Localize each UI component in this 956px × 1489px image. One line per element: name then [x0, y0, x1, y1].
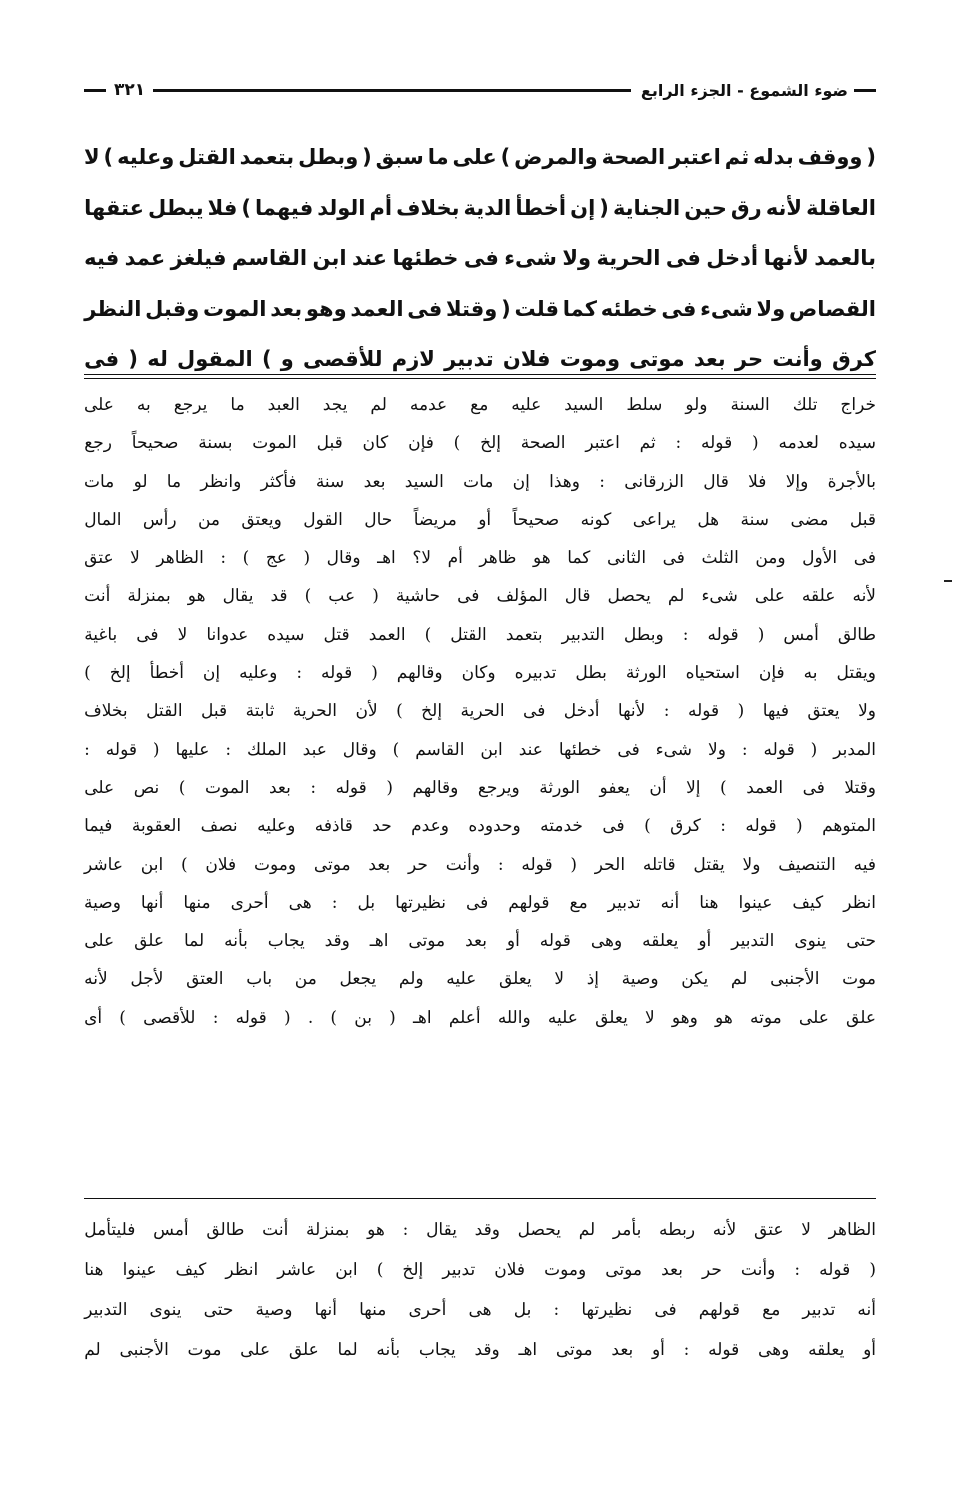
commentary-second-line: أنه تدبير مع قولهم فى نظيرتها : بل هى أحرى منها أنها وصية حتى ينوى التدبير	[84, 1300, 876, 1320]
commentary-first-line: سيده لعدمه ( قوله : ثم اعتبر الصحة إلخ ) فإن كان قبل الموت بسنة صحيحاً رجع	[84, 433, 876, 454]
header-rule	[153, 89, 631, 92]
commentary-first-line: خراج تلك السنة ولو سلط السيد عليه مع عدمه لم يجد العبد ما يرجع به على	[84, 395, 876, 415]
commentary-first-line: قبل مضى سنة هل يراعى كونه صحيحاً أو مريضاً حال القول ويعتق من رأس المال	[84, 509, 876, 530]
commentary-first-line: ولا يعتق فيها ( قوله : لأنها أدخل فى الحرية إلخ ) لأن الحرية ثابتة قبل القتل بخلاف	[84, 701, 876, 722]
commentary-first-line: المدبر ( قوله : ولا شىء فى خطئها عند ابن القاسم ) وقال عبد الملك : عليها ( قوله :	[84, 739, 876, 760]
page-number: ٣٢١	[114, 80, 146, 100]
commentary-first-line: لأنه علقه على شىء لم يحصل قال المؤلف فى حاشية ( عب ) قد يقال هو بمنزلة أنت	[84, 586, 876, 607]
commentary-first-line: موت الأجنبى لم يكن وصية إذ لا يعلق عليه ولم يجعل من باب العتق لأجل لأنه	[84, 969, 876, 990]
commentary-first-line: وقتلا فى العمد ) إلا أن يعفو الورثة ويرجع وقالهم ( قوله : بعد الموت ) نص على	[84, 777, 876, 798]
separator-rule-lower	[84, 1198, 876, 1199]
separator-rule	[84, 374, 876, 375]
header-dash-left	[84, 89, 106, 92]
book-title: ضوء الشموع - الجزء الرابع	[640, 80, 848, 100]
commentary-first-line: ويقتل به فإن استحياه الورثة بطل تدبيره وكان وقالهم ( قوله : وعليه إن أخطأ إلخ )	[84, 663, 876, 684]
commentary-first-line: طالق أمس ( قوله : وبطل التدبير بتعمد القتل ) العمد قتل سيده عدوانا لا فى باغية	[84, 624, 876, 645]
margin-mark	[944, 580, 952, 582]
commentary-first-line: علق على موته هو وهو لا يعلق عليه والله أعلم اهـ ( بن ) . ( قوله : للأقصى ) أى	[84, 1007, 876, 1028]
main-text-line: بالعمد لأنها أدخل فى الحرية ولا شىء فى خطئها عند ابن القاسم فيلغز عمد فيه	[84, 246, 876, 270]
main-text-line: العاقلة لأنه رق حين الجناية ( إن أخطأ الدية بخلاف أم الولد فيهما ) فلا يبطل عتقها	[84, 195, 876, 220]
main-text-line: كرق وأنت حر بعد موتى وموت فلان تدبير لازم للأقصى و ) المقول له ( فى	[84, 347, 876, 371]
main-text-line: القصاص ولا شىء فى خطئه كما قلت ( وقتلا فى العمد وهو بعد الموت وقبل النظر	[84, 296, 876, 321]
main-text-line: ( ووقف بدله ثم اعتبر الصحة والمرض ) على ما سبق ( وبطل بتعمد القتل وعليه ) لا	[84, 145, 876, 169]
commentary-first	[84, 386, 876, 1037]
commentary-first-line: فى الأول ومن الثلث فى الثانى كما هو ظاهر أم لا؟ اهـ وقال ( عج ) : الظاهر لا عتق	[84, 548, 876, 569]
header-dash-right	[854, 89, 876, 92]
commentary-first-line: فيه التنصيف ولا يقتل قاتله الحر ( قوله : وأنت حر بعد موتى وموت فلان ) ابن عاشر	[84, 854, 876, 875]
commentary-first-line: بالأجرة وإلا فلا قال الزرقانى : وهذا إن مات السيد بعد سنة فأكثر وانظر ما لو مات	[84, 471, 876, 492]
running-header	[84, 70, 876, 110]
commentary-second	[84, 1210, 876, 1370]
commentary-first-line: انظر كيف عينوا هنا أنه تدبير مع قولهم فى نظيرتها بل : هى أحرى منها أنها وصية	[84, 892, 876, 913]
commentary-second-line: ( قوله : وأنت حر بعد موتى وموت فلان تدبير إلخ ) ابن عاشر انظر كيف عينوا هنا	[84, 1260, 876, 1280]
separator-rule-second	[84, 378, 876, 379]
page	[84, 70, 876, 1470]
commentary-second-line: أو يعلقه وهى قوله : أو بعد موتى اهـ وقد يجاب بأنه لما علق على موت الأجنبى لم	[84, 1340, 876, 1360]
commentary-second-line: الظاهر لا عتق لأنه ربطه بأمر لم يحصل وقد يقال : هو بمنزلة أنت طالق أمس فليتأمل	[84, 1220, 876, 1240]
main-text	[84, 132, 876, 385]
commentary-first-line: حتى ينوى التدبير أو يعلقه وهى قوله أو بعد موتى اهـ وقد يجاب بأنه لما علق على	[84, 931, 876, 952]
commentary-first-line: المتوهم ( قوله : كرق ) فى خدمته وحدوده وعدم حد قاذفه وعليه نصف العقوبة فيما	[84, 816, 876, 837]
